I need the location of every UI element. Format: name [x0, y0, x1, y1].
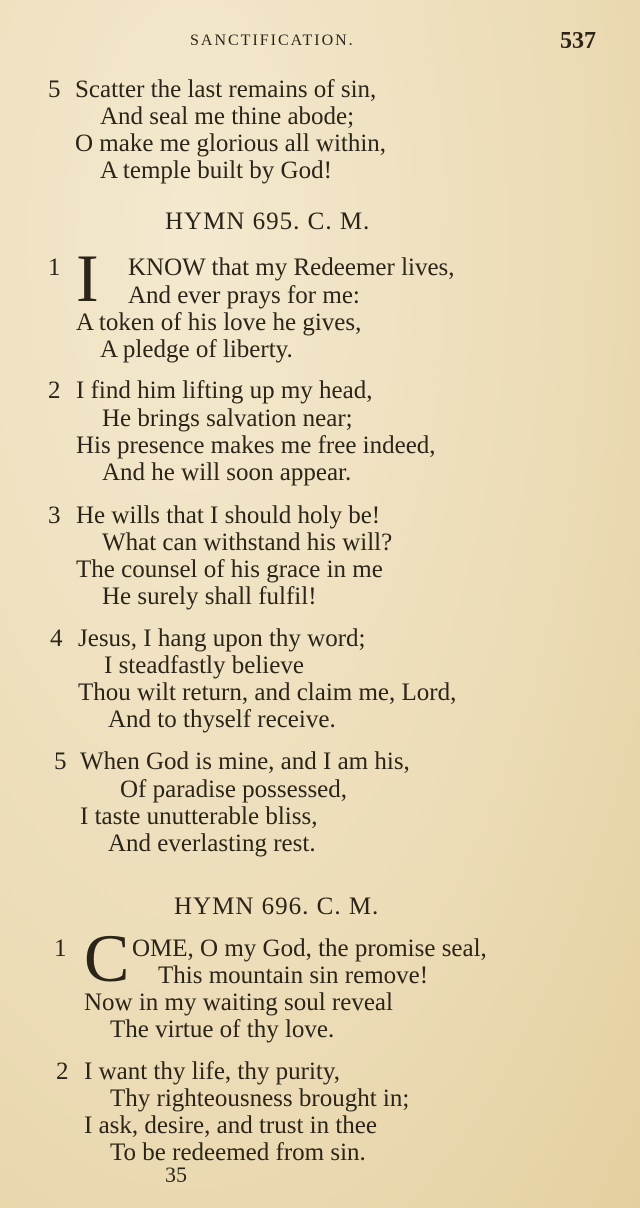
- verse-line: I steadfastly believe: [104, 652, 304, 679]
- hymn-title: HYMN 696. C. M.: [174, 893, 380, 920]
- drop-cap: I: [76, 240, 99, 316]
- page-header: [0, 28, 640, 58]
- verse-line: I ask, desire, and trust in thee: [84, 1112, 377, 1139]
- verse-line: The virtue of thy love.: [110, 1016, 335, 1043]
- verse-line: Thy righteousness brought in;: [110, 1085, 410, 1112]
- verse-line: Scatter the last remains of sin,: [75, 76, 377, 103]
- verse-line: And to thyself receive.: [108, 706, 336, 733]
- verse-line: A token of his love he gives,: [76, 309, 362, 336]
- signature-mark: 35: [165, 1162, 187, 1187]
- verse-number: 2: [56, 1058, 69, 1085]
- verse-line: He wills that I should holy be!: [76, 502, 381, 529]
- verse-number: 5: [48, 76, 61, 103]
- verse-line: And he will soon appear.: [102, 459, 352, 486]
- verse-line: What can withstand his will?: [102, 529, 393, 556]
- verse-line: And ever prays for me:: [128, 282, 360, 309]
- verse-line: KNOW that my Redeemer lives,: [128, 254, 455, 281]
- verse-number: 1: [54, 935, 67, 962]
- verse-line: And seal me thine abode;: [100, 103, 355, 130]
- verse-line: Jesus, I hang upon thy word;: [78, 625, 366, 652]
- verse-line: A pledge of liberty.: [100, 336, 293, 363]
- verse-line: Thou wilt return, and claim me, Lord,: [78, 679, 457, 706]
- verse-line: He surely shall fulfil!: [102, 583, 317, 610]
- hymn-title: HYMN 695. C. M.: [165, 208, 371, 235]
- verse-line: And everlasting rest.: [108, 830, 316, 857]
- verse-line: A temple built by God!: [100, 157, 332, 184]
- verse-line: OME, O my God, the promise seal,: [132, 935, 487, 962]
- verse-number: 3: [48, 502, 61, 529]
- verse-line: He brings salvation near;: [102, 405, 353, 432]
- verse-line: O make me glorious all within,: [75, 130, 387, 157]
- verse-line: The counsel of his grace in me: [76, 556, 383, 583]
- page-number: 537: [560, 28, 596, 54]
- verse-line: When God is mine, and I am his,: [80, 748, 410, 775]
- running-title: SANCTIFICATION.: [190, 32, 355, 49]
- verse-number: 2: [48, 377, 61, 404]
- verse-line: Now in my waiting soul reveal: [84, 989, 393, 1016]
- verse-number: 5: [54, 748, 67, 775]
- verse-line: I want thy life, thy purity,: [84, 1058, 340, 1085]
- verse-number: 1: [48, 254, 61, 281]
- verse-line: This mountain sin remove!: [158, 962, 429, 989]
- verse-number: 4: [50, 625, 63, 652]
- verse-line: I find him lifting up my head,: [76, 377, 373, 404]
- verse-line: I taste unutterable bliss,: [80, 803, 318, 830]
- verse-line: To be redeemed from sin.: [110, 1139, 366, 1166]
- verse-line: His presence makes me free indeed,: [76, 432, 436, 459]
- verse-line: Of paradise possessed,: [120, 776, 348, 803]
- drop-cap: C: [84, 920, 130, 996]
